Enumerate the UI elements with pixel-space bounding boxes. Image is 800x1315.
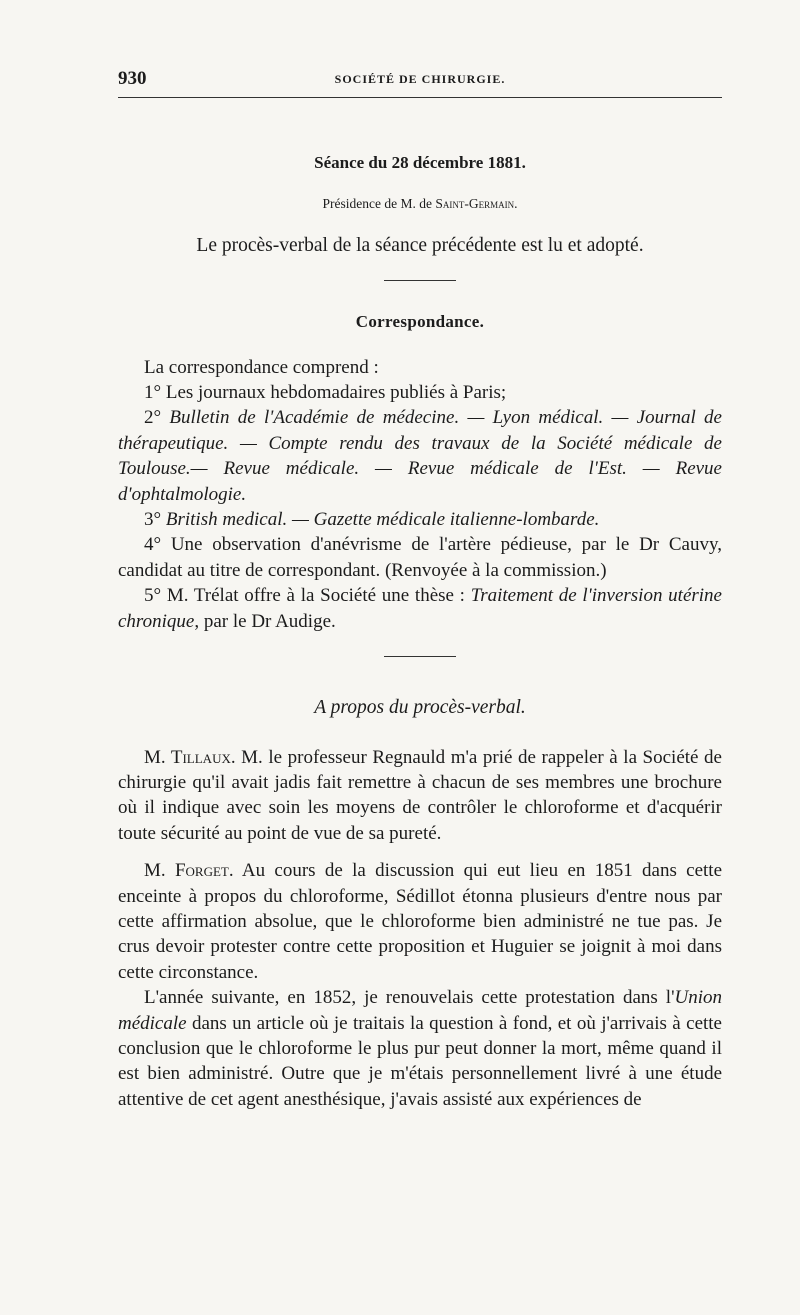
president-name: Saint-Germain bbox=[435, 196, 515, 212]
item-5-suffix: , par le Dr Audige. bbox=[194, 610, 336, 632]
speaker-forget: M. Forget. bbox=[144, 860, 234, 882]
correspondance-item-1: 1° Les journaux hebdomadaires publiés à Paris; bbox=[144, 382, 507, 404]
proces-verbal-heading: A propos du procès-verbal. bbox=[314, 697, 526, 719]
speaker-tillaux: M. Tillaux. bbox=[144, 746, 236, 768]
correspondance-item-2 bbox=[118, 405, 722, 507]
presidence-prefix: Présidence de M. de bbox=[322, 196, 436, 212]
body-text bbox=[118, 140, 722, 1112]
item-3-journals: British medical. — Gazette médicale italienne-lombarde. bbox=[165, 509, 600, 531]
item-5-prefix: 5° M. Trélat offre à la Société une thèse : bbox=[144, 585, 471, 607]
forget-text: Au cours de la discussion qui eut lieu en 1851 dans cette enceinte à propos du chloroforme, Sédillot étonna plusieurs d'entre nous par cette affirmation absolue, que le chloroforme bien administré ne tue pas. Je crus devoir protester contre cette proposition et Huguier se joignit à moi dans cette circonstance. bbox=[118, 860, 723, 983]
union-medicale-title: Union médicale bbox=[118, 987, 722, 1034]
minutes-adopted: Le procès-verbal de la séance précédente est lu et adopté. bbox=[196, 234, 644, 256]
correspondance-item-5 bbox=[118, 583, 722, 634]
header-rule bbox=[118, 97, 722, 98]
presidence-line bbox=[118, 191, 722, 216]
section-divider bbox=[384, 280, 456, 281]
correspondance-item-4: 4° Une observation d'anévrisme de l'artère pédieuse, par le Dr Cauvy, candidat au titre de correspondant. (Renvoyée à la commission.) bbox=[118, 534, 722, 581]
tillaux-paragraph bbox=[118, 745, 722, 847]
page-number: 930 bbox=[118, 68, 147, 89]
presidence-suffix: . bbox=[514, 196, 518, 212]
item-5-thesis-title: Traitement de l'inversion utérine chronique bbox=[118, 585, 722, 632]
correspondance-intro: La correspondance comprend : bbox=[144, 356, 379, 378]
seance-title: Séance du 28 décembre 1881. bbox=[314, 153, 526, 172]
section-divider-2 bbox=[384, 656, 456, 657]
correspondance-heading: Correspondance. bbox=[355, 312, 485, 332]
forget-paragraph bbox=[118, 858, 722, 985]
forget-paragraph-2 bbox=[118, 985, 722, 1112]
running-head bbox=[118, 60, 722, 94]
p3-text-b: dans un article où je traitais la question à fond, et où j'arrivais à cette conclusion que le chloroforme le plus pur peut donner la mort, même quand il est bien administré. Outre que je m'étais personnellement livré à une étude attentive de cet agent anesthésique, j'avais assisté aux expériences de bbox=[118, 1012, 722, 1110]
item-2-journals: Bulletin de l'Académie de médecine. — Lyon médical. — Journal de thérapeutique. — Compte rendu des travaux de la Société médicale de Toulouse.— Revue médicale. — Revue médicale de l'Est. — Revue d'ophtalmologie. bbox=[118, 407, 722, 505]
running-title: SOCIÉTÉ DE CHIRURGIE. bbox=[334, 72, 506, 86]
item-3-number: 3° bbox=[144, 509, 166, 531]
tillaux-text: M. le professeur Regnauld m'a prié de rappeler à la Société de chirurgie qu'il avait jadis fait remettre à chacun de ses membres une brochure où il indique avec soin les moyens de contrôler le chloroforme et d'acquérir toute sécurité au point de vue de sa pureté. bbox=[118, 746, 722, 844]
item-2-number: 2° bbox=[144, 407, 170, 429]
p3-text-a: L'année suivante, en 1852, je renouvelais cette protestation dans l' bbox=[144, 987, 675, 1009]
correspondance-item-3 bbox=[118, 507, 722, 532]
